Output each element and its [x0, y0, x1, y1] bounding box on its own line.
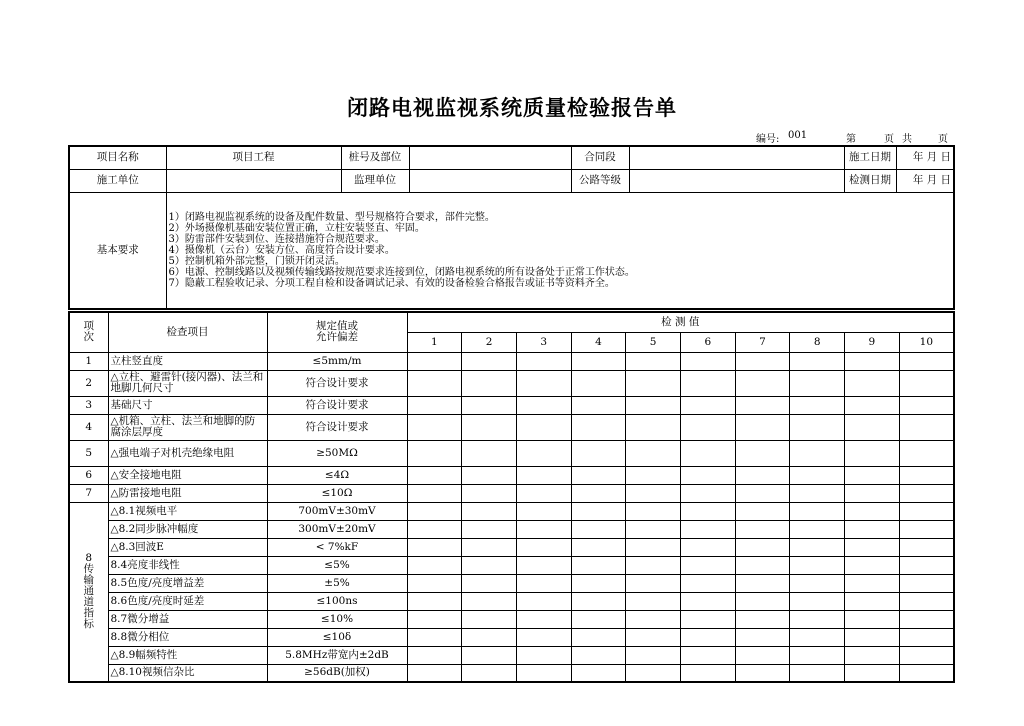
measure-cell[interactable]: [680, 556, 735, 574]
measure-cell[interactable]: [790, 574, 845, 592]
measure-cell[interactable]: [735, 396, 790, 414]
measure-cell[interactable]: [571, 396, 626, 414]
measure-cell[interactable]: [462, 574, 517, 592]
table-row: [69, 556, 954, 574]
measure-cell[interactable]: [516, 646, 571, 664]
measure-cell[interactable]: [680, 466, 735, 484]
table-row: [69, 484, 954, 502]
row-spec: ±5%: [267, 574, 407, 592]
measure-cell[interactable]: [462, 538, 517, 556]
row-item: 8.4亮度非线性: [108, 556, 267, 574]
measure-cell[interactable]: [899, 628, 954, 646]
supervision-label: 监理单位: [341, 169, 409, 192]
measure-cell[interactable]: [516, 440, 571, 466]
measure-cell[interactable]: [899, 556, 954, 574]
table-row: [69, 502, 954, 520]
measure-cell[interactable]: [845, 352, 900, 370]
measure-cell[interactable]: [462, 414, 517, 440]
requirement-line: 4）摄像机（云台）安装方位、高度符合设计要求。: [168, 244, 395, 256]
measure-cell[interactable]: [899, 538, 954, 556]
row-spec: ≤10δ: [267, 628, 407, 646]
row-item: △机箱、立柱、法兰和地脚的防腐涂层厚度: [108, 414, 267, 440]
measure-cell[interactable]: [735, 466, 790, 484]
measure-number-header: 1: [407, 332, 462, 352]
row-spec: 700mV±30mV: [267, 502, 407, 520]
measure-cell[interactable]: [680, 370, 735, 396]
measure-cell[interactable]: [407, 502, 462, 520]
measure-cell[interactable]: [899, 646, 954, 664]
station-value[interactable]: [409, 146, 571, 169]
measure-cell[interactable]: [735, 484, 790, 502]
measure-cell[interactable]: [462, 440, 517, 466]
measure-cell[interactable]: [462, 396, 517, 414]
row-spec: ≤5mm/m: [267, 352, 407, 370]
table-row: [69, 538, 954, 556]
row-item: △强电端子对机壳绝缘电阻: [108, 440, 267, 466]
measure-cell[interactable]: [790, 440, 845, 466]
measure-cell[interactable]: [626, 414, 681, 440]
measure-cell[interactable]: [899, 502, 954, 520]
measure-cell[interactable]: [626, 592, 681, 610]
measure-cell[interactable]: [571, 440, 626, 466]
inspection-table: [68, 311, 955, 683]
measure-number-header: 4: [571, 332, 626, 352]
measure-cell[interactable]: [516, 414, 571, 440]
measure-cell[interactable]: [899, 484, 954, 502]
measure-cell[interactable]: [462, 556, 517, 574]
measure-cell[interactable]: [516, 628, 571, 646]
index-header: 项 次: [69, 312, 108, 352]
measure-cell[interactable]: [845, 484, 900, 502]
measure-cell[interactable]: [516, 352, 571, 370]
measure-cell[interactable]: [516, 484, 571, 502]
measure-cell[interactable]: [407, 664, 462, 682]
measure-cell[interactable]: [680, 646, 735, 664]
row-index: 1: [69, 352, 108, 370]
row-item: △安全接地电阻: [108, 466, 267, 484]
measure-cell[interactable]: [845, 396, 900, 414]
measure-cell[interactable]: [680, 520, 735, 538]
row-item: △8.9幅频特性: [108, 646, 267, 664]
measure-number-header: 2: [462, 332, 517, 352]
requirements-label: 基本要求: [69, 192, 166, 309]
measure-header: 检 测 值: [407, 312, 954, 332]
measure-cell[interactable]: [626, 610, 681, 628]
measure-cell[interactable]: [790, 520, 845, 538]
measure-cell[interactable]: [680, 664, 735, 682]
measure-cell[interactable]: [735, 646, 790, 664]
measure-cell[interactable]: [407, 352, 462, 370]
table-row: [69, 628, 954, 646]
page-ye-label: 页: [884, 134, 894, 145]
measure-cell[interactable]: [680, 414, 735, 440]
measure-cell[interactable]: [571, 538, 626, 556]
measure-number-header: 3: [516, 332, 571, 352]
measure-cell[interactable]: [407, 592, 462, 610]
requirement-line: 3）防雷部件安装到位、连接措施符合规范要求。: [168, 233, 385, 245]
measure-cell[interactable]: [680, 538, 735, 556]
row-item: 8.7微分增益: [108, 610, 267, 628]
measure-number-header: 5: [626, 332, 681, 352]
page-title: 闭路电视监视系统质量检验报告单: [347, 96, 677, 120]
measure-cell[interactable]: [626, 502, 681, 520]
table-row: [69, 664, 954, 682]
measure-number-header: 7: [735, 332, 790, 352]
measure-cell[interactable]: [845, 664, 900, 682]
measure-cell[interactable]: [899, 396, 954, 414]
measure-cell[interactable]: [462, 466, 517, 484]
measure-cell[interactable]: [899, 370, 954, 396]
table-row: [69, 414, 954, 440]
measure-cell[interactable]: [680, 396, 735, 414]
measure-cell[interactable]: [571, 628, 626, 646]
measure-number-header: 9: [845, 332, 900, 352]
measure-cell[interactable]: [516, 664, 571, 682]
row-item: △8.3回波E: [108, 538, 267, 556]
project-name-label: 项目名称: [69, 146, 166, 169]
measure-cell[interactable]: [790, 484, 845, 502]
row-index: 6: [69, 466, 108, 484]
measure-cell[interactable]: [571, 466, 626, 484]
row-spec: 符合设计要求: [267, 396, 407, 414]
measure-cell[interactable]: [626, 440, 681, 466]
contract-label: 合同段: [571, 146, 629, 169]
measure-cell[interactable]: [516, 370, 571, 396]
measure-cell[interactable]: [680, 574, 735, 592]
table-row: [69, 370, 954, 396]
measure-cell[interactable]: [462, 370, 517, 396]
measure-cell[interactable]: [790, 556, 845, 574]
measure-cell[interactable]: [407, 628, 462, 646]
measure-cell[interactable]: [626, 646, 681, 664]
measure-cell[interactable]: [845, 574, 900, 592]
row-spec: ≤10%: [267, 610, 407, 628]
measure-cell[interactable]: [626, 520, 681, 538]
page-ye2-label: 页: [938, 134, 948, 145]
measure-cell[interactable]: [626, 396, 681, 414]
measure-cell[interactable]: [462, 628, 517, 646]
row-item: △防雷接地电阻: [108, 484, 267, 502]
row-index: 4: [69, 414, 108, 440]
row-spec: ≥56dB(加权): [267, 664, 407, 682]
table-row: [69, 466, 954, 484]
row-spec: ≤5%: [267, 556, 407, 574]
row-item: △8.10视频信杂比: [108, 664, 267, 682]
measure-cell[interactable]: [571, 556, 626, 574]
measure-number-header: 10: [899, 332, 954, 352]
measure-cell[interactable]: [680, 484, 735, 502]
measure-cell[interactable]: [899, 592, 954, 610]
row-item: 8.5色度/亮度增益差: [108, 574, 267, 592]
measure-cell[interactable]: [407, 414, 462, 440]
measure-cell[interactable]: [735, 352, 790, 370]
measure-cell[interactable]: [845, 414, 900, 440]
measure-cell[interactable]: [845, 370, 900, 396]
measure-cell[interactable]: [790, 646, 845, 664]
measure-cell[interactable]: [407, 370, 462, 396]
measure-cell[interactable]: [735, 610, 790, 628]
road-grade-label: 公路等级: [571, 169, 629, 192]
measure-cell[interactable]: [407, 520, 462, 538]
measure-cell[interactable]: [790, 538, 845, 556]
measure-cell[interactable]: [680, 502, 735, 520]
measure-cell[interactable]: [790, 466, 845, 484]
requirement-line: 1）闭路电视监视系统的设备及配件数量、型号规格符合要求，部件完整。: [168, 211, 495, 223]
measure-cell[interactable]: [571, 646, 626, 664]
measure-cell[interactable]: [626, 628, 681, 646]
construction-date-label: 施工日期: [844, 146, 896, 169]
measure-cell[interactable]: [899, 664, 954, 682]
measure-cell[interactable]: [626, 664, 681, 682]
unit-label: 施工单位: [69, 169, 166, 192]
measure-cell[interactable]: [790, 610, 845, 628]
measure-cell[interactable]: [735, 628, 790, 646]
station-label: 桩号及部位: [341, 146, 409, 169]
table-row: [69, 440, 954, 466]
measure-cell[interactable]: [516, 396, 571, 414]
measure-cell[interactable]: [571, 352, 626, 370]
measure-cell[interactable]: [407, 556, 462, 574]
row-index: 7: [69, 484, 108, 502]
measure-cell[interactable]: [571, 520, 626, 538]
measure-cell[interactable]: [735, 574, 790, 592]
row-spec: 符合设计要求: [267, 414, 407, 440]
measure-cell[interactable]: [516, 574, 571, 592]
inspection-date-value[interactable]: 年 月 日: [896, 169, 954, 192]
table-row: [69, 396, 954, 414]
page-gong-label: 共: [902, 134, 912, 145]
measure-number-header: 6: [680, 332, 735, 352]
measure-cell[interactable]: [735, 440, 790, 466]
measure-cell[interactable]: [407, 484, 462, 502]
road-grade-value[interactable]: [629, 169, 844, 192]
measure-cell[interactable]: [571, 610, 626, 628]
row-item: △8.1视频电平: [108, 502, 267, 520]
page-di-label: 第: [846, 134, 856, 145]
measure-cell[interactable]: [845, 592, 900, 610]
serial-label: 编号:: [756, 134, 780, 145]
table-row: [69, 520, 954, 538]
group8-label: 8传输通道指标: [69, 502, 108, 682]
measure-cell[interactable]: [407, 396, 462, 414]
measure-cell[interactable]: [571, 574, 626, 592]
row-spec: 符合设计要求: [267, 370, 407, 396]
measure-cell[interactable]: [571, 592, 626, 610]
measure-cell[interactable]: [516, 592, 571, 610]
measure-cell[interactable]: [571, 414, 626, 440]
spec-header: 规定值或 允许偏差: [267, 312, 407, 352]
measure-cell[interactable]: [899, 466, 954, 484]
measure-cell[interactable]: [626, 574, 681, 592]
measure-cell[interactable]: [845, 556, 900, 574]
table-row: [69, 592, 954, 610]
row-index: 5: [69, 440, 108, 466]
measure-cell[interactable]: [462, 646, 517, 664]
measure-cell[interactable]: [790, 370, 845, 396]
row-index: 3: [69, 396, 108, 414]
serial-value: 001: [788, 130, 808, 141]
measure-cell[interactable]: [735, 502, 790, 520]
measure-cell[interactable]: [407, 646, 462, 664]
row-spec: 5.8MHz带宽内±2dB: [267, 646, 407, 664]
measure-cell[interactable]: [899, 574, 954, 592]
measure-cell[interactable]: [680, 628, 735, 646]
measure-cell[interactable]: [516, 520, 571, 538]
row-spec: 300mV±20mV: [267, 520, 407, 538]
measure-cell[interactable]: [462, 352, 517, 370]
measure-cell[interactable]: [735, 370, 790, 396]
measure-cell[interactable]: [571, 502, 626, 520]
table-row: [69, 574, 954, 592]
measure-cell[interactable]: [790, 628, 845, 646]
measure-cell[interactable]: [407, 466, 462, 484]
requirement-line: 6）电源、控制线路以及视频传输线路按规范要求连接到位，闭路电视系统的所有设备处于正常工作状态。: [168, 266, 635, 278]
measure-cell[interactable]: [516, 538, 571, 556]
measure-cell[interactable]: [845, 440, 900, 466]
measure-cell[interactable]: [735, 664, 790, 682]
measure-cell[interactable]: [845, 520, 900, 538]
measure-cell[interactable]: [462, 610, 517, 628]
inspection-date-label: 检测日期: [844, 169, 896, 192]
measure-cell[interactable]: [407, 538, 462, 556]
row-item: 8.6色度/亮度时延差: [108, 592, 267, 610]
requirement-line: 5）控制机箱外部完整，门锁开闭灵活。: [168, 255, 345, 267]
measure-cell[interactable]: [626, 352, 681, 370]
measure-cell[interactable]: [571, 484, 626, 502]
measure-cell[interactable]: [462, 484, 517, 502]
unit-value[interactable]: [166, 169, 341, 192]
measure-cell[interactable]: [899, 520, 954, 538]
table-row: [69, 646, 954, 664]
measure-cell[interactable]: [790, 396, 845, 414]
measure-cell[interactable]: [516, 502, 571, 520]
measure-cell[interactable]: [516, 610, 571, 628]
row-item: 基础尺寸: [108, 396, 267, 414]
row-index: 2: [69, 370, 108, 396]
measure-cell[interactable]: [516, 556, 571, 574]
row-spec: ≤4Ω: [267, 466, 407, 484]
measure-cell[interactable]: [626, 370, 681, 396]
measure-cell[interactable]: [735, 538, 790, 556]
measure-cell[interactable]: [680, 440, 735, 466]
row-item: 8.8微分相位: [108, 628, 267, 646]
measure-cell[interactable]: [790, 502, 845, 520]
measure-cell[interactable]: [899, 352, 954, 370]
serial-page-info: [740, 130, 955, 145]
project-name-value[interactable]: 项目工程: [166, 146, 341, 169]
row-spec: ≥50MΩ: [267, 440, 407, 466]
measure-cell[interactable]: [571, 664, 626, 682]
measure-cell[interactable]: [680, 592, 735, 610]
contract-value[interactable]: [629, 146, 844, 169]
measure-cell[interactable]: [680, 352, 735, 370]
row-item: △8.2同步脉冲幅度: [108, 520, 267, 538]
measure-cell[interactable]: [845, 610, 900, 628]
measure-cell[interactable]: [845, 502, 900, 520]
measure-cell[interactable]: [407, 610, 462, 628]
measure-cell[interactable]: [735, 592, 790, 610]
row-item: △立柱、避雷针(接闪器)、法兰和地脚几何尺寸: [108, 370, 267, 396]
measure-cell[interactable]: [735, 556, 790, 574]
table-row: [69, 610, 954, 628]
measure-cell[interactable]: [462, 592, 517, 610]
measure-cell[interactable]: [626, 484, 681, 502]
measure-cell[interactable]: [899, 414, 954, 440]
measure-cell[interactable]: [407, 574, 462, 592]
measure-cell[interactable]: [845, 466, 900, 484]
measure-cell[interactable]: [845, 538, 900, 556]
measure-cell[interactable]: [845, 646, 900, 664]
measure-cell[interactable]: [899, 440, 954, 466]
row-spec: ≤100ns: [267, 592, 407, 610]
measure-cell[interactable]: [626, 538, 681, 556]
measure-cell[interactable]: [516, 466, 571, 484]
measure-number-header: 8: [790, 332, 845, 352]
construction-date-value[interactable]: 年 月 日: [896, 146, 954, 169]
measure-cell[interactable]: [407, 440, 462, 466]
measure-cell[interactable]: [462, 502, 517, 520]
header-table: [68, 145, 955, 310]
measure-cell[interactable]: [899, 610, 954, 628]
measure-cell[interactable]: [571, 370, 626, 396]
supervision-value[interactable]: [409, 169, 571, 192]
measure-cell[interactable]: [845, 628, 900, 646]
measure-cell[interactable]: [790, 592, 845, 610]
requirement-line: 2）外场摄像机基础安装位置正确，立柱安装竖直、牢固。: [168, 222, 425, 234]
measure-cell[interactable]: [462, 664, 517, 682]
measure-cell[interactable]: [735, 414, 790, 440]
measure-cell[interactable]: [626, 466, 681, 484]
measure-cell[interactable]: [462, 520, 517, 538]
row-item: 立柱竖直度: [108, 352, 267, 370]
measure-cell[interactable]: [790, 352, 845, 370]
requirement-line: 7）隐蔽工程验收记录、分项工程自检和设备调试记录、有效的设备检验合格报告或证书等资料齐全。: [168, 277, 615, 289]
measure-cell[interactable]: [790, 664, 845, 682]
table-row: [69, 352, 954, 370]
row-spec: < 7%kF: [267, 538, 407, 556]
measure-cell[interactable]: [790, 414, 845, 440]
requirements-text: [166, 192, 954, 309]
measure-cell[interactable]: [626, 556, 681, 574]
row-spec: ≤10Ω: [267, 484, 407, 502]
item-header: 检查项目: [108, 312, 267, 352]
measure-cell[interactable]: [735, 520, 790, 538]
measure-cell[interactable]: [680, 610, 735, 628]
